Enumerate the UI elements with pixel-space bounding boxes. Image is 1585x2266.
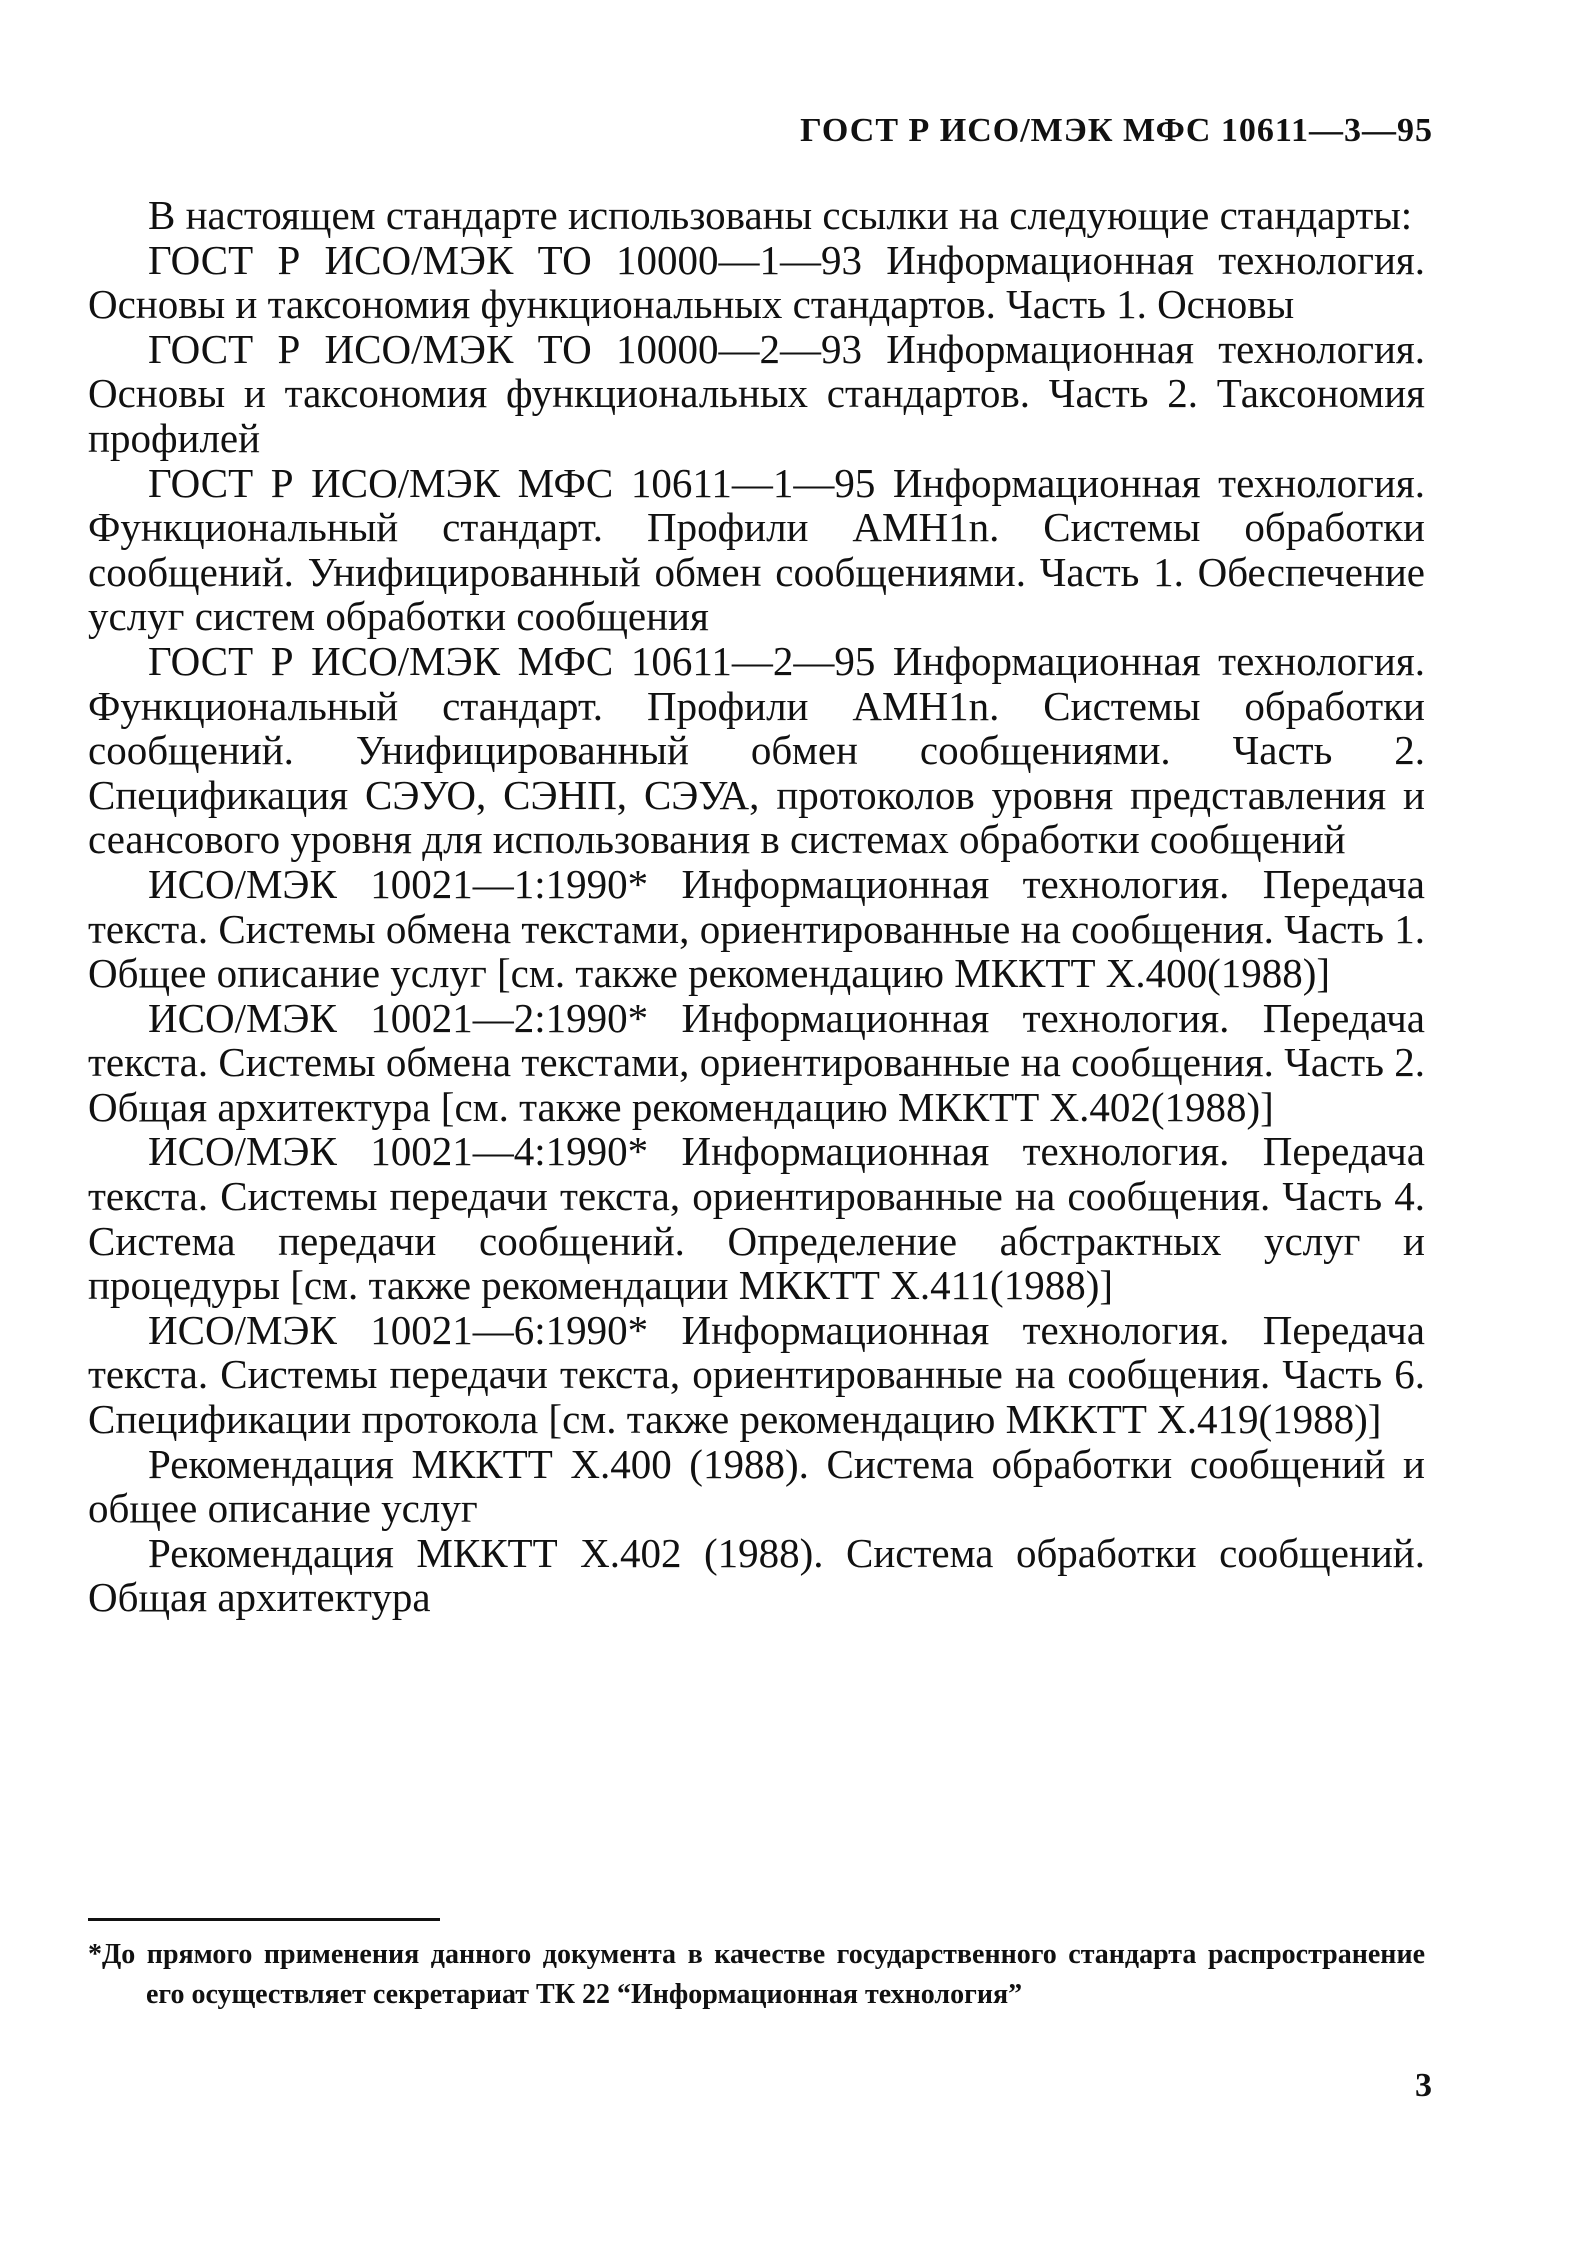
running-header: ГОСТ Р ИСО/МЭК МФС 10611—3—95 xyxy=(800,112,1433,149)
reference-item: ГОСТ Р ИСО/МЭК ТО 10000—1—93 Информационная технология. Основы и таксономия функциональных стандартов. Часть 1. Основы xyxy=(88,236,1425,328)
reference-item: ИСО/МЭК 10021—6:1990* Информационная технология. Передача текста. Системы передачи текста, ориентированные на сообщения. Часть 6. Спецификации протокола [см. также рекомендацию МККТТ Х.419(1988)] xyxy=(88,1306,1425,1443)
page-number: 3 xyxy=(1415,2067,1432,2104)
reference-item: Рекомендация МККТТ Х.400 (1988). Система обработки сообщений и общее описание услуг xyxy=(88,1440,1425,1532)
reference-item: ГОСТ Р ИСО/МЭК ТО 10000—2—93 Информационная технология. Основы и таксономия функциональных стандартов. Часть 2. Таксономия профилей xyxy=(88,325,1425,461)
footnote-text: *До прямого применения данного документа в качестве государственного стандарта распространение его осуществляет секретариат ТК 22 “Информационная технология” xyxy=(88,1939,1425,2010)
reference-item: Рекомендация МККТТ Х.402 (1988). Система обработки сообщений. Общая архитектура xyxy=(88,1529,1425,1621)
intro-paragraph: В настоящем стандарте использованы ссылки на следующие стандарты: xyxy=(148,192,1413,238)
reference-item: ИСО/МЭК 10021—1:1990* Информационная технология. Передача текста. Системы обмена текстами, ориентированные на сообщения. Часть 1. Общее описание услуг [см. также рекомендацию МККТТ Х.400(1988)] xyxy=(88,860,1425,997)
reference-item: ГОСТ Р ИСО/МЭК МФС 10611—1—95 Информационная технология. Функциональный стандарт. Профили АМН1n. Системы обработки сообщений. Унифицированный обмен сообщениями. Часть 1. Обеспечение услуг систем обработки сообщения xyxy=(88,459,1425,640)
body-text xyxy=(88,193,1425,1620)
reference-item: ИСО/МЭК 10021—2:1990* Информационная технология. Передача текста. Системы обмена текстами, ориентированные на сообщения. Часть 2. Общая архитектура [см. также рекомендацию МККТТ Х.402(1988)] xyxy=(88,994,1425,1130)
reference-item: ГОСТ Р ИСО/МЭК МФС 10611—2—95 Информационная технология. Функциональный стандарт. Профили АМН1n. Системы обработки сообщений. Унифицированный обмен сообщениями. Часть 2. Спецификация СЭУО, СЭНП, СЭУА, протоколов уровня представления и сеансового уровня для использования в системах обработки сообщений xyxy=(88,637,1425,863)
reference-item: ИСО/МЭК 10021—4:1990* Информационная технология. Передача текста. Системы передачи текста, ориентированные на сообщения. Часть 4. Система передачи сообщений. Определение абстрактных услуг и процедуры [см. также рекомендации МККТТ Х.411(1988)] xyxy=(88,1128,1425,1309)
footnote xyxy=(88,1935,1425,2015)
footnote-divider xyxy=(88,1918,440,1921)
